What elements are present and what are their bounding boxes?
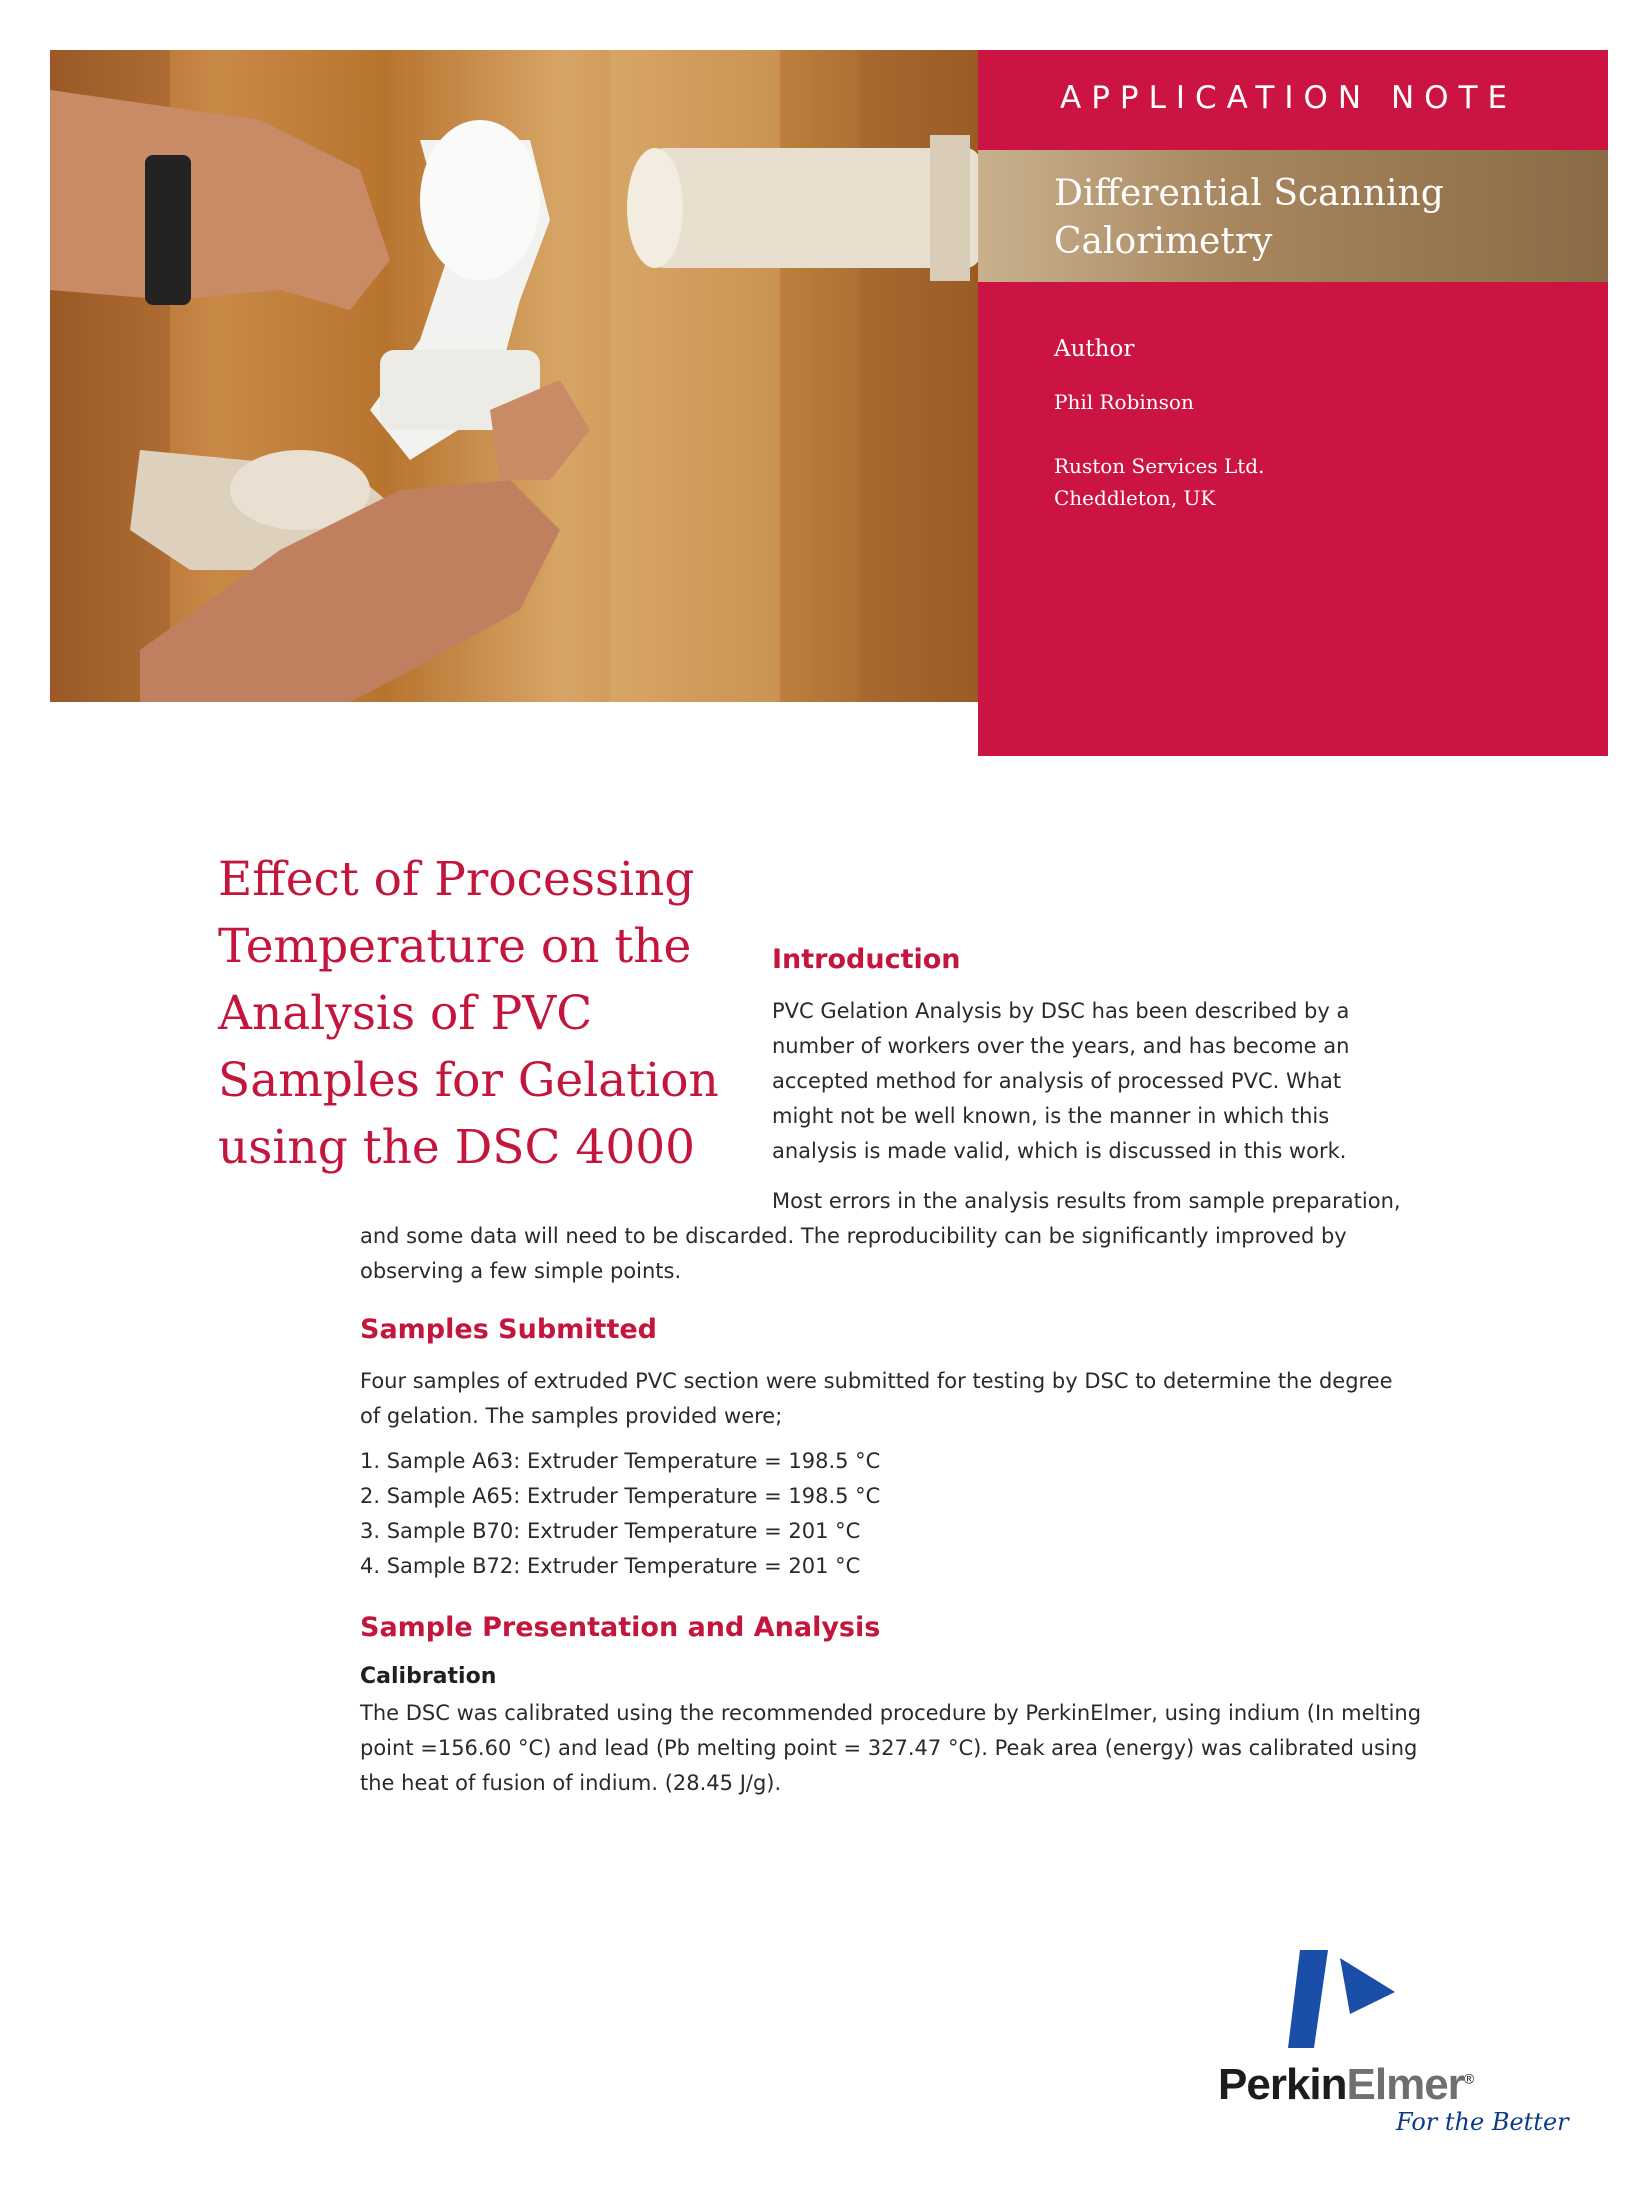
list-item: 1. Sample A63: Extruder Temperature = 198.5 °C — [360, 1449, 881, 1473]
perkinelmer-logo — [1210, 1948, 1570, 2138]
author-label: Author — [1054, 336, 1135, 362]
title-line: Samples for Gelation — [218, 1053, 719, 1108]
samples-submitted-heading: Samples Submitted — [360, 1314, 657, 1345]
text-line: the heat of fusion of indium. (28.45 J/g). — [360, 1771, 782, 1795]
list-item: 4. Sample B72: Extruder Temperature = 201 °C — [360, 1554, 861, 1578]
text-line: might not be well known, is the manner in which this — [772, 1104, 1330, 1128]
text-line: point =156.60 °C) and lead (Pb melting point = 327.47 °C). Peak area (energy) was calibrated using — [360, 1736, 1418, 1760]
sample-presentation-heading: Sample Presentation and Analysis — [360, 1612, 881, 1643]
author-name: Phil Robinson — [1054, 390, 1194, 414]
text-line: analysis is made valid, which is discussed in this work. — [772, 1139, 1347, 1163]
title-line: using the DSC 4000 — [218, 1120, 696, 1175]
text-line: Most errors in the analysis results from sample preparation, — [772, 1189, 1401, 1213]
introduction-heading: Introduction — [772, 944, 961, 975]
text-line: number of workers over the years, and has become an — [772, 1034, 1350, 1058]
text-line: Four samples of extruded PVC section were submitted for testing by DSC to determine the degree — [360, 1369, 1393, 1393]
logo-word-elmer: Elmer — [1346, 2060, 1464, 2109]
subject-title: Differential Scanning Calorimetry — [1054, 173, 1444, 262]
text-line: of gelation. The samples provided were; — [360, 1404, 783, 1428]
hero-photo — [50, 50, 980, 702]
title-line: Effect of Processing — [218, 852, 695, 907]
text-line: and some data will need to be discarded. The reproducibility can be significantly improved by — [360, 1224, 1347, 1248]
samples-list — [360, 1444, 880, 1584]
logo-mark-icon — [1280, 1948, 1420, 2048]
samples-submitted-intro — [360, 1364, 1393, 1434]
logo-wordmark — [1218, 2060, 1473, 2110]
logo-tagline: For the Better — [1396, 2108, 1569, 2136]
header-panel — [978, 50, 1608, 756]
list-item: 2. Sample A65: Extruder Temperature = 198.5 °C — [360, 1484, 881, 1508]
text-line: PVC Gelation Analysis by DSC has been described by a — [772, 999, 1350, 1023]
title-line: Temperature on the — [218, 919, 692, 974]
introduction-paragraph-2-start — [772, 1184, 1401, 1219]
introduction-paragraph — [772, 994, 1349, 1169]
introduction-paragraph-2-rest — [360, 1219, 1347, 1289]
subject-band — [978, 150, 1608, 282]
application-note-label: APPLICATION NOTE — [1060, 80, 1518, 116]
calibration-paragraph — [360, 1696, 1421, 1801]
logo-word-perkin: Perkin — [1218, 2060, 1347, 2109]
text-line: observing a few simple points. — [360, 1259, 682, 1283]
logo-registered-mark: ® — [1463, 2070, 1474, 2087]
document-title — [218, 846, 738, 1181]
list-item: 3. Sample B70: Extruder Temperature = 201 °C — [360, 1519, 861, 1543]
text-line: The DSC was calibrated using the recommended procedure by PerkinElmer, using indium (In melting — [360, 1701, 1422, 1725]
text-line: accepted method for analysis of processed PVC. What — [772, 1069, 1342, 1093]
pipe-fitting-illustration — [50, 50, 980, 702]
author-affiliation — [1054, 450, 1264, 514]
calibration-subheading: Calibration — [360, 1664, 497, 1689]
title-line: Analysis of PVC — [218, 986, 593, 1041]
affiliation-company: Ruston Services Ltd. — [1054, 454, 1265, 478]
affiliation-location: Cheddleton, UK — [1054, 486, 1216, 510]
